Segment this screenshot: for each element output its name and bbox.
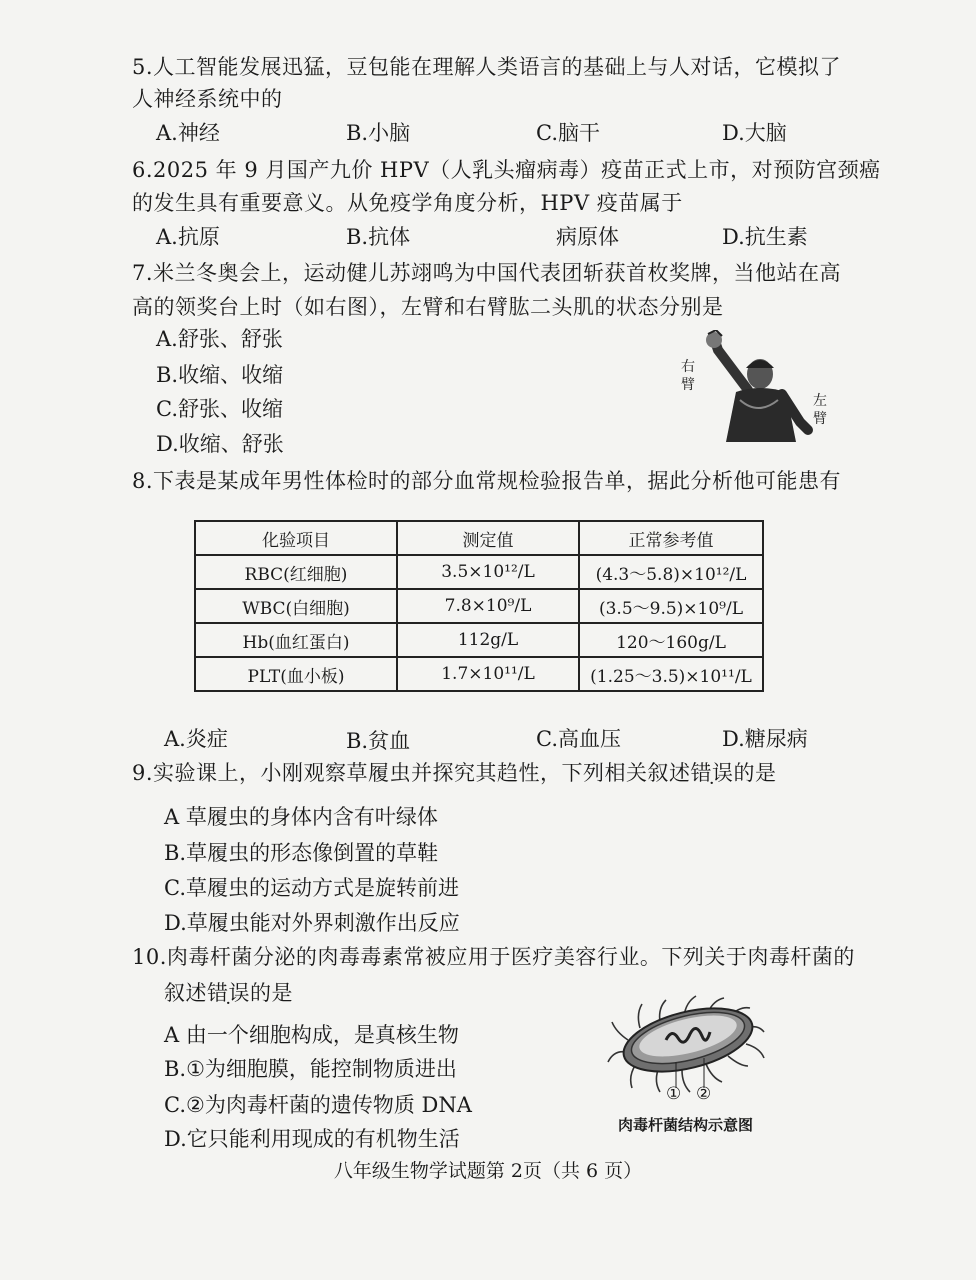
q5-option-c[interactable]: C.脑干 <box>536 121 600 145</box>
q10-stem-part1: 叙述 <box>164 981 207 1005</box>
q5-option-b[interactable]: B.小脑 <box>346 121 411 145</box>
q10-stem-line2 <box>164 978 293 1008</box>
table-cell: 3.5×10¹²/L <box>397 555 579 589</box>
table-cell: 7.8×10⁹/L <box>397 589 579 623</box>
q6-stem-line1: 6.2025 年 9 月国产九价 HPV（人乳头瘤病毒）疫苗正式上市，对预防宫颈癌 <box>132 158 881 182</box>
table-cell: RBC(红细胞) <box>195 555 397 589</box>
q7-option-c[interactable]: C.舒张、收缩 <box>156 397 283 421</box>
q6-option-b[interactable]: B.抗体 <box>346 225 411 249</box>
q9-option-d[interactable]: D.草履虫能对外界刺激作出反应 <box>164 911 460 935</box>
table-row <box>195 657 763 691</box>
left-arm-label: 左臂 <box>813 393 827 427</box>
q5-option-a[interactable]: A.神经 <box>156 121 220 145</box>
q9-option-c[interactable]: C.草履虫的运动方式是旋转前进 <box>164 876 459 900</box>
q7-stem-line2: 高的领奖台上时（如右图），左臂和右臂肱二头肌的状态分别是 <box>132 295 724 319</box>
q10-stem-emphasis: 错误 <box>207 981 250 1005</box>
q10-stem-line1: 10.肉毒杆菌分泌的肉毒毒素常被应用于医疗美容行业。下列关于肉毒杆菌的 <box>132 945 855 969</box>
q7-stem-line1: 7.米兰冬奥会上，运动健儿苏翊鸣为中国代表团斩获首枚奖牌，当他站在高 <box>132 261 842 285</box>
table-cell: 112g/L <box>397 623 579 657</box>
q10-option-a[interactable]: A 由一个细胞构成，是真核生物 <box>164 1023 459 1047</box>
table-header-measured: 测定值 <box>397 521 579 555</box>
q5-option-d[interactable]: D.大脑 <box>722 121 787 145</box>
table-row <box>195 555 763 589</box>
q8-option-b[interactable]: B.贫血 <box>346 729 411 753</box>
table-cell: 1.7×10¹¹/L <box>397 657 579 691</box>
table-cell: (1.25～3.5)×10¹¹/L <box>579 657 763 691</box>
table-cell: Hb(血红蛋白) <box>195 623 397 657</box>
bacterium-illustration <box>606 992 766 1102</box>
bacterium-caption: 肉毒杆菌结构示意图 <box>618 1116 754 1134</box>
q8-option-c[interactable]: C.高血压 <box>536 727 621 751</box>
q10-option-d[interactable]: D.它只能利用现成的有机物生活 <box>164 1127 460 1151</box>
table-cell: (4.3～5.8)×10¹²/L <box>579 555 763 589</box>
q10-stem-part3: 的是 <box>250 981 293 1005</box>
table-cell: PLT(血小板) <box>195 657 397 691</box>
table-header-row <box>195 521 763 555</box>
q6-option-a[interactable]: A.抗原 <box>156 225 220 249</box>
q7-option-a[interactable]: A.舒张、舒张 <box>156 327 283 351</box>
q6-option-d[interactable]: D.抗生素 <box>722 225 808 249</box>
blood-test-table <box>194 520 764 692</box>
q8-option-a[interactable]: A.炎症 <box>164 727 228 751</box>
table-cell: WBC(白细胞) <box>195 589 397 623</box>
q7-option-b[interactable]: B.收缩、收缩 <box>156 363 284 387</box>
q9-option-a[interactable]: A 草履虫的身体内含有叶绿体 <box>164 805 438 829</box>
table-header-item: 化验项目 <box>195 521 397 555</box>
page-footer: 八年级生物学试题第 2页（共 6 页） <box>333 1160 643 1182</box>
bacterium-figure <box>606 992 766 1102</box>
q9-stem-emphasis: 错误 <box>690 761 734 785</box>
q8-option-d[interactable]: D.糖尿病 <box>722 727 808 751</box>
table-row <box>195 589 763 623</box>
table-cell: 120～160g/L <box>579 623 763 657</box>
q10-option-b[interactable]: B.①为细胞膜，能控制物质进出 <box>164 1057 457 1081</box>
table-cell: (3.5～9.5)×10⁹/L <box>579 589 763 623</box>
q9-option-b[interactable]: B.草履虫的形态像倒置的草鞋 <box>164 841 439 865</box>
q8-stem-line1: 8.下表是某成年男性体检时的部分血常规检验报告单，据此分析他可能患有 <box>132 469 842 493</box>
q5-stem-line1: 5.人工智能发展迅猛，豆包能在理解人类语言的基础上与人对话，它模拟了 <box>132 55 842 79</box>
marker-2-label: ② <box>696 1084 712 1104</box>
right-arm-label: 右臂 <box>681 359 695 393</box>
q9-stem-part1: 9.实验课上，小刚观察草履虫并探究其趋性，下列相关叙述 <box>132 761 691 785</box>
q5-stem-line2: 人神经系统中的 <box>132 87 283 111</box>
table-row <box>195 623 763 657</box>
q9-stem-part3: 的是 <box>733 761 777 785</box>
q7-option-d[interactable]: D.收缩、舒张 <box>156 432 284 456</box>
q6-stem-line2: 的发生具有重要意义。从免疫学角度分析，HPV 疫苗属于 <box>132 191 683 215</box>
q6-option-c[interactable]: 病原体 <box>556 225 619 249</box>
q10-option-c[interactable]: C.②为肉毒杆菌的遗传物质 DNA <box>164 1093 472 1117</box>
marker-1-label: ① <box>666 1084 682 1104</box>
q9-stem-line1 <box>132 758 777 788</box>
table-header-reference: 正常参考值 <box>579 521 763 555</box>
